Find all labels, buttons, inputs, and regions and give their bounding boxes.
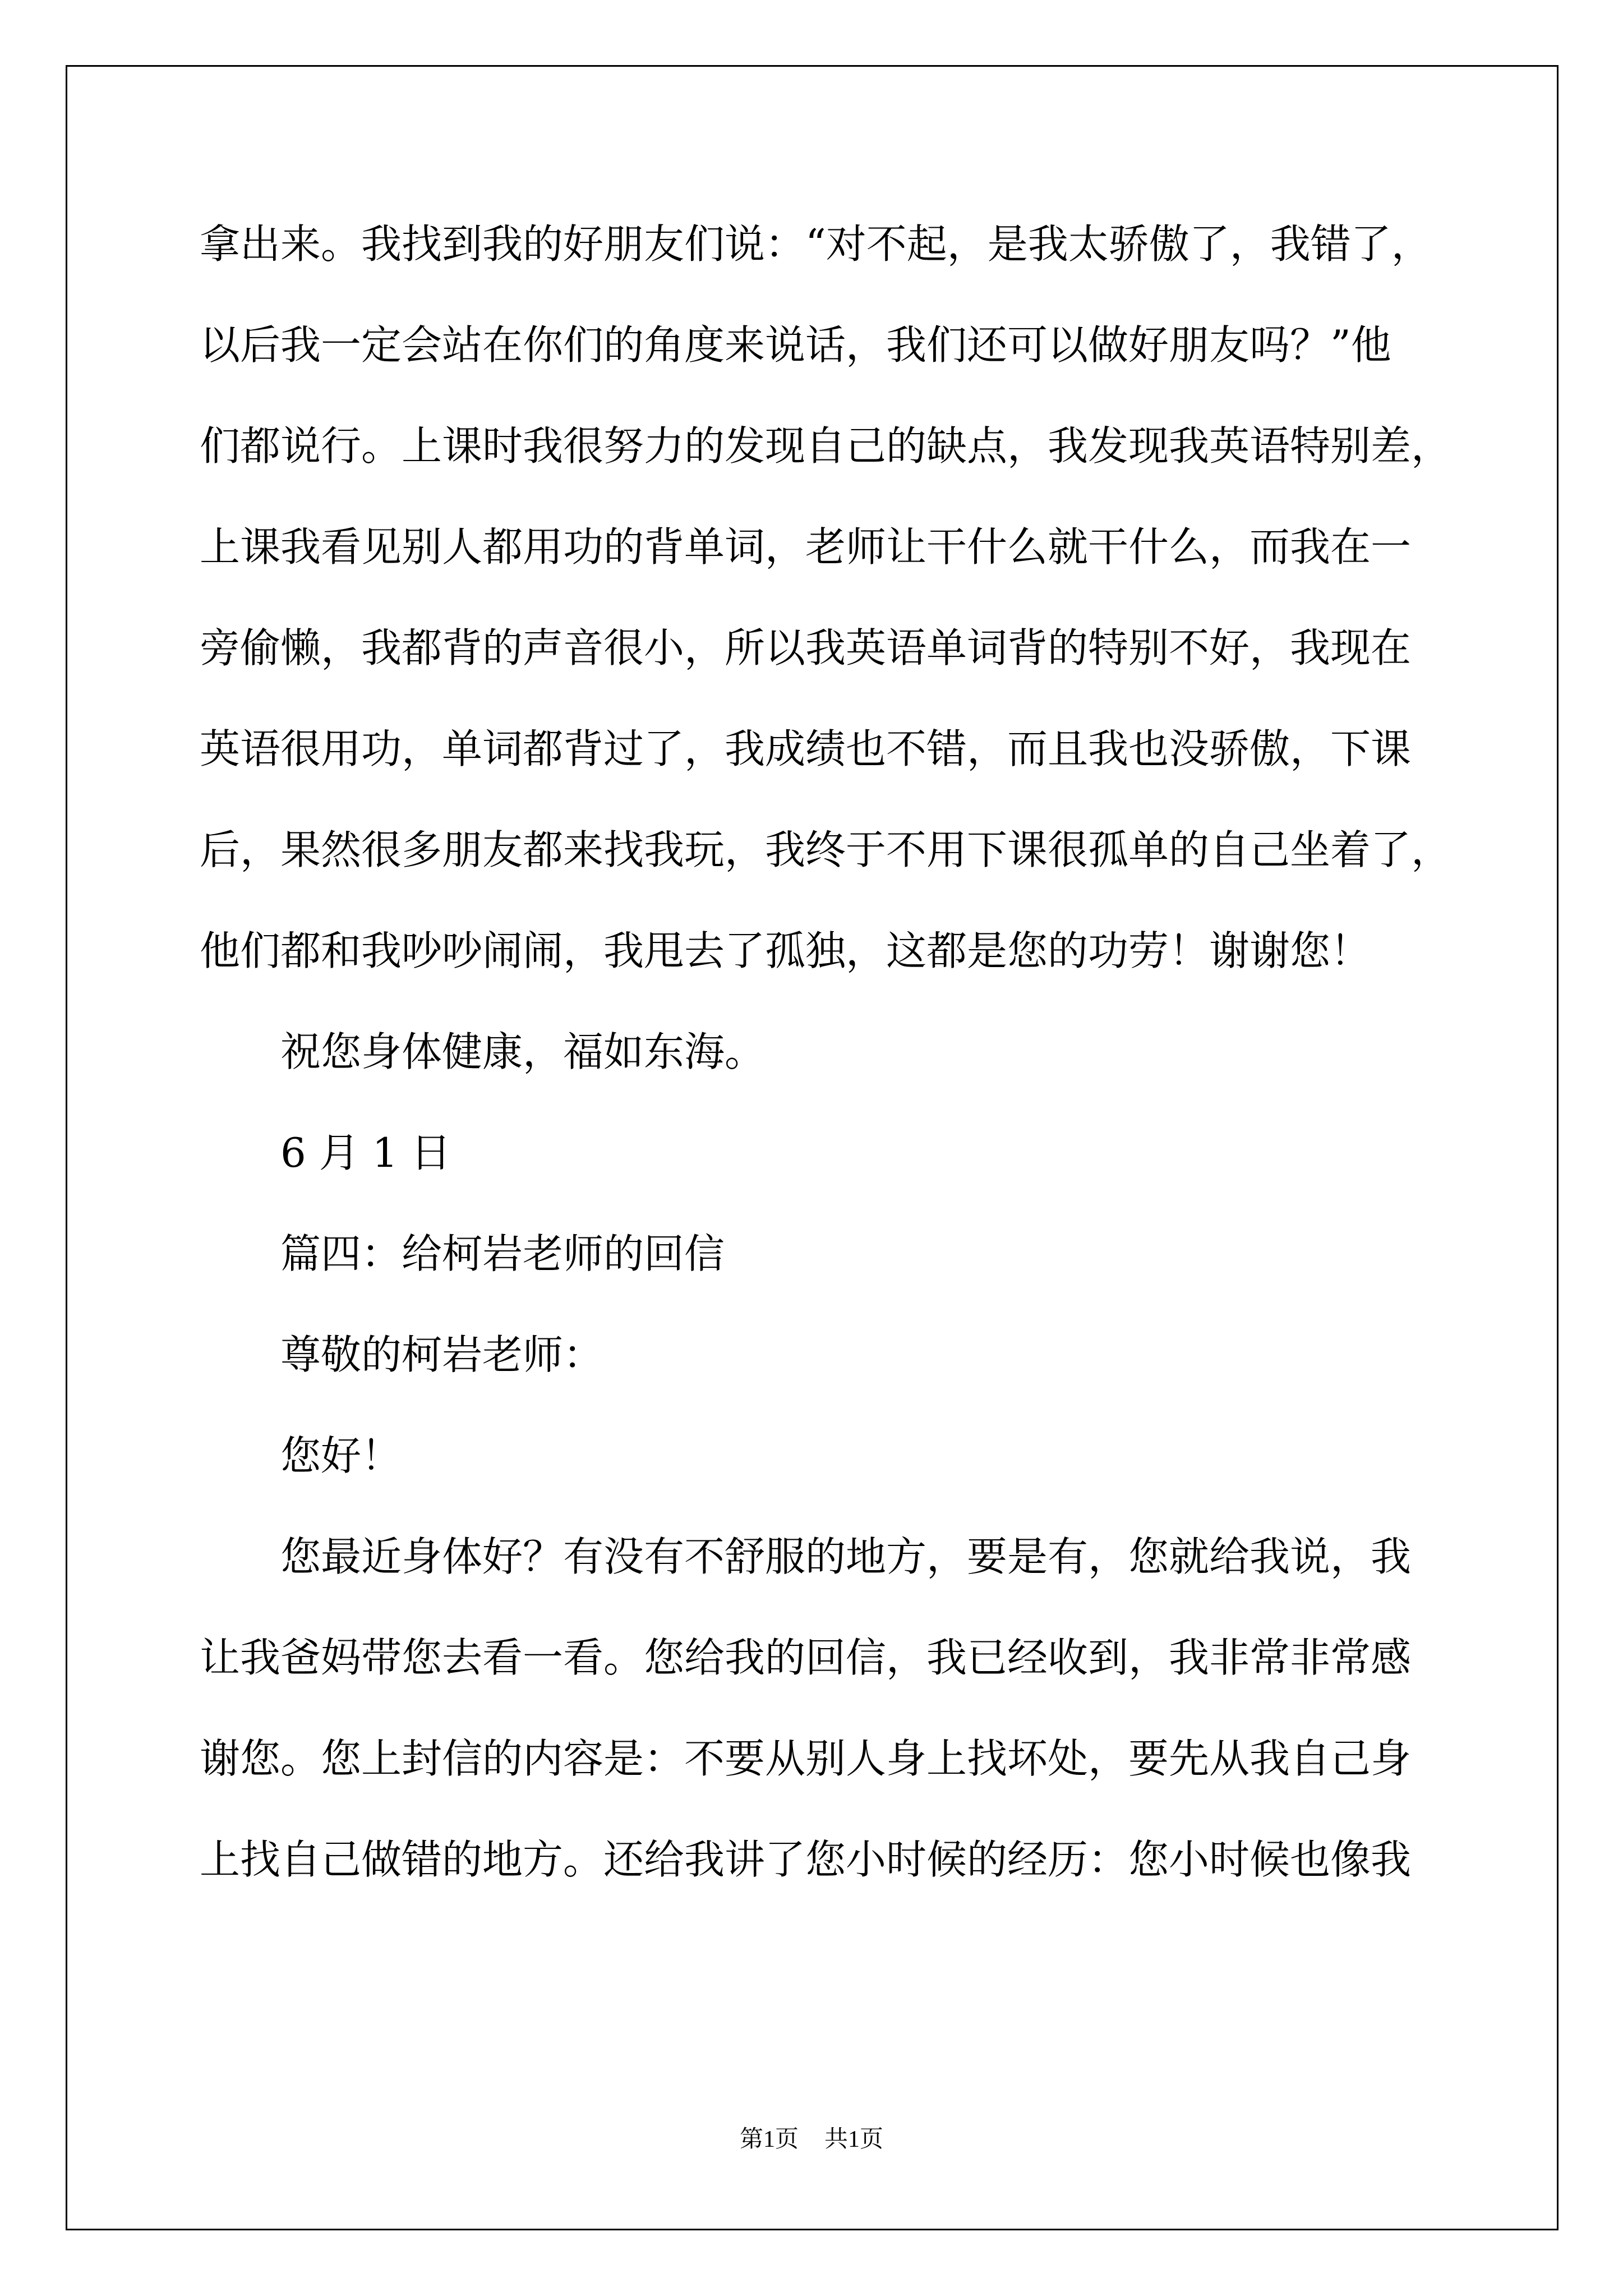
document-body bbox=[200, 194, 1467, 1910]
letter-greeting: 您好！ bbox=[280, 1432, 402, 1479]
body-line: 谢您。您上封信的内容是：不要从别人身上找坏处，要先从我自己身 bbox=[200, 1735, 1412, 1782]
body-line: 让我爸妈带您去看一看。您给我的回信，我已经收到，我非常非常感 bbox=[200, 1634, 1412, 1681]
body-line: 以后我一定会站在你们的角度来说话，我们还可以做好朋友吗？”他 bbox=[200, 321, 1391, 369]
body-line: 上找自己做错的地方。还给我讲了您小时候的经历：您小时候也像我 bbox=[200, 1836, 1412, 1883]
closing-wish: 祝您身体健康，福如东海。 bbox=[280, 1028, 766, 1075]
page-number: 第1页 bbox=[739, 2127, 799, 2152]
page-total: 共1页 bbox=[824, 2127, 884, 2152]
page-footer bbox=[0, 2123, 1623, 2156]
letter-salutation: 尊敬的柯岩老师： bbox=[280, 1331, 604, 1378]
paragraph-first-line: 您最近身体好？有没有不舒服的地方，要是有，您就给我说，我 bbox=[280, 1533, 1412, 1580]
section-heading: 篇四：给柯岩老师的回信 bbox=[280, 1230, 725, 1277]
body-line: 他们都和我吵吵闹闹，我甩去了孤独，这都是您的功劳！谢谢您！ bbox=[200, 927, 1371, 974]
body-line: 旁偷懒，我都背的声音很小，所以我英语单词背的特别不好，我现在 bbox=[200, 624, 1412, 671]
letter-date: 6 月 1 日 bbox=[280, 1129, 451, 1176]
body-line: 上课我看见别人都用功的背单词，老师让干什么就干什么，而我在一 bbox=[200, 523, 1412, 570]
body-line: 后，果然很多朋友都来找我玩，我终于不用下课很孤单的自己坐着了， bbox=[200, 826, 1452, 873]
body-line: 英语很用功，单词都背过了，我成绩也不错，而且我也没骄傲，下课 bbox=[200, 725, 1412, 772]
body-line: 们都说行。上课时我很努力的发现自己的缺点，我发现我英语特别差， bbox=[200, 422, 1452, 470]
body-line: 拿出来。我找到我的好朋友们说：“对不起，是我太骄傲了，我错了， bbox=[200, 220, 1432, 268]
